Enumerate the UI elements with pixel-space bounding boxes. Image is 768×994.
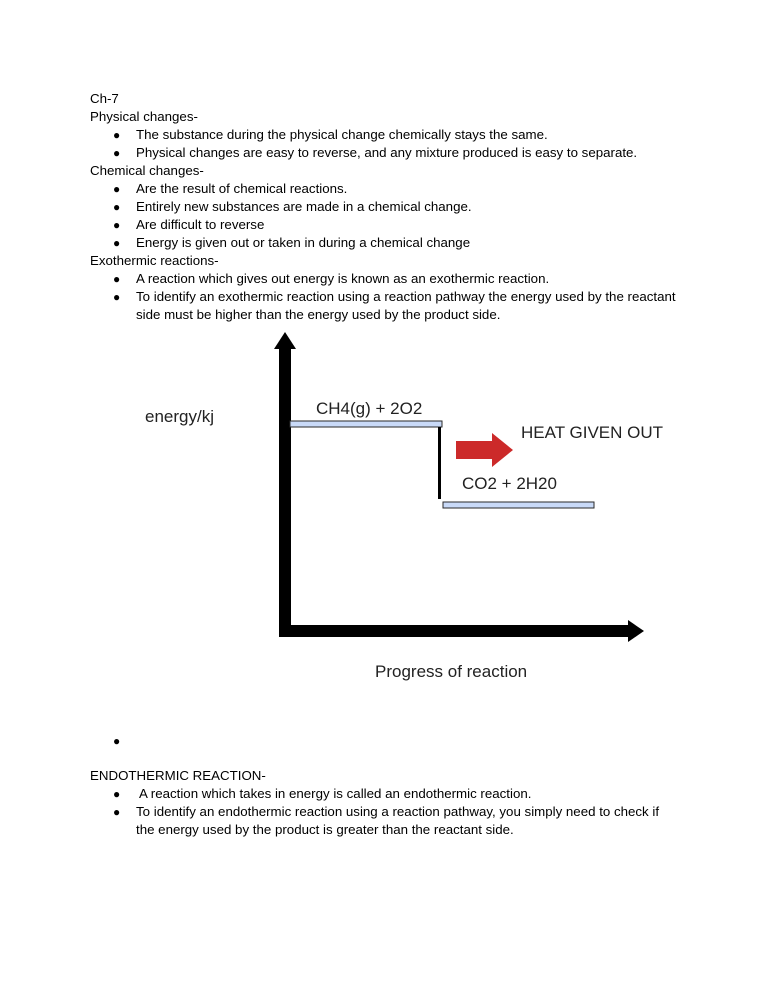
products-label: CO2 + 2H20 <box>462 474 557 493</box>
section-title-exothermic: Exothermic reactions- <box>90 253 219 268</box>
chemical-item-3: Are difficult to reverse <box>136 217 265 232</box>
chemical-item-2: Entirely new substances are made in a chemical change. <box>136 199 472 214</box>
x-axis <box>279 625 629 637</box>
heat-arrow-icon <box>456 433 513 467</box>
bullet-marker: ● <box>113 236 121 250</box>
bullet-marker: ● <box>113 805 121 819</box>
chemical-item-1: Are the result of chemical reactions. <box>136 181 348 196</box>
heat-label: HEAT GIVEN OUT <box>521 423 664 442</box>
bullet-marker: ● <box>113 290 121 304</box>
section-title-chemical: Chemical changes- <box>90 163 204 178</box>
bullet-marker: ● <box>113 128 121 142</box>
y-axis-arrowhead <box>274 332 296 349</box>
reactants-label: CH4(g) + 2O2 <box>316 399 423 418</box>
y-axis-label: energy/kj <box>145 407 214 426</box>
chemical-item-4: Energy is given out or taken in during a chemical change <box>136 235 471 250</box>
exothermic-item-1: A reaction which gives out energy is known as an exothermic reaction. <box>136 271 550 286</box>
x-axis-label: Progress of reaction <box>375 662 528 681</box>
physical-item-2: Physical changes are easy to reverse, and any mixture produced is easy to separate. <box>136 145 638 160</box>
section-title-physical: Physical changes- <box>90 109 198 124</box>
y-axis <box>279 347 291 637</box>
bullet-marker: ● <box>113 218 121 232</box>
bullet-marker: ● <box>113 146 121 160</box>
chapter-title: Ch-7 <box>90 91 119 106</box>
bullet-marker: ● <box>113 787 121 801</box>
product-energy-level <box>443 502 594 508</box>
energy-drop-line <box>438 427 441 499</box>
x-axis-arrowhead <box>628 620 644 642</box>
physical-item-1: The substance during the physical change chemically stays the same. <box>136 127 548 142</box>
endothermic-item-2: To identify an endothermic reaction using a reaction pathway, you simply need to check if the energy used by the product is greater than the reactant side. <box>136 804 660 837</box>
exothermic-item-2: To identify an exothermic reaction using a reaction pathway the energy used by the reactant side must be higher than the energy used by the product side. <box>136 289 676 322</box>
energy-profile-diagram <box>140 327 680 687</box>
bullet-marker: ● <box>113 200 121 214</box>
reactant-energy-level <box>290 421 442 427</box>
empty-bullet-marker: ● <box>113 734 121 748</box>
bullet-marker: ● <box>113 272 121 286</box>
endothermic-item-1: A reaction which takes in energy is called an endothermic reaction. <box>136 786 532 801</box>
section-title-endothermic: ENDOTHERMIC REACTION- <box>90 768 266 783</box>
bullet-marker: ● <box>113 182 121 196</box>
